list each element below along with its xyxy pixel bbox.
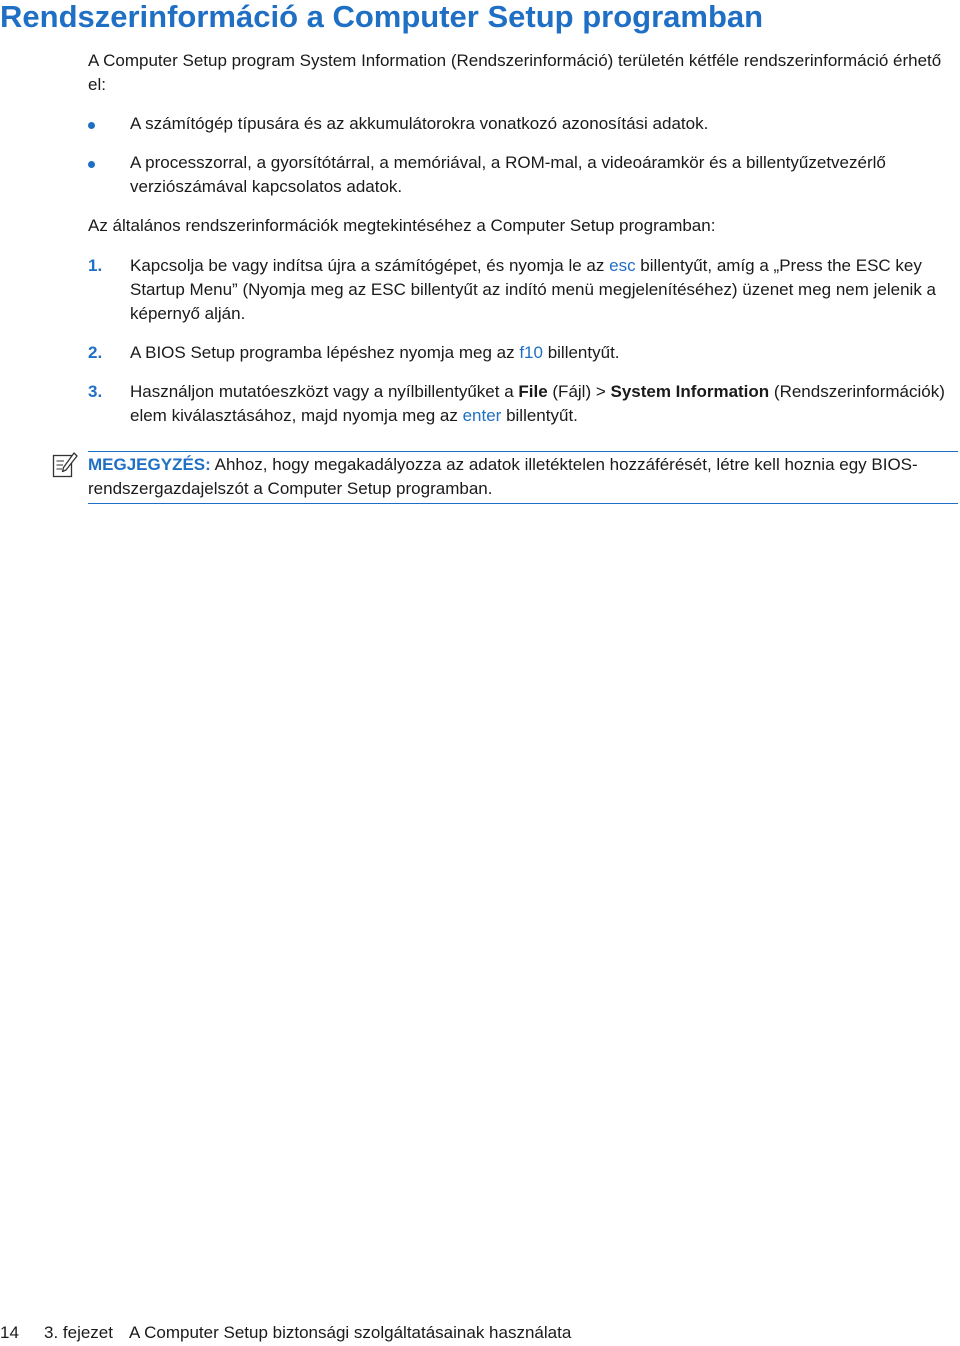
- step-item: [88, 380, 960, 428]
- info-list: [88, 112, 960, 199]
- chapter-title: A Computer Setup biztonsági szolgáltatásainak használata: [129, 1323, 572, 1342]
- steps-lead: Az általános rendszerinformációk megtekintéséhez a Computer Setup programban:: [88, 216, 716, 235]
- step-text: A BIOS Setup programba lépéshez nyomja meg az: [130, 343, 520, 362]
- list-item: [88, 112, 960, 136]
- list-item-text: A processzorral, a gyorsítótárral, a memóriával, a ROM-mal, a videoáramkör és a billentyűzetvezérlő verziószámával kapcsolatos adatok.: [130, 153, 886, 196]
- step-text: Kapcsolja be vagy indítsa újra a számítógépet, és nyomja le az: [130, 256, 610, 275]
- note-text: Ahhoz, hogy megakadályozza az adatok illetéktelen hozzáférését, létre kell hoznia egy BIOS-rendszergazdajelszót a Computer Setup programban.: [88, 455, 918, 498]
- step-item: [88, 254, 960, 326]
- page-title: Rendszerinformáció a Computer Setup programban: [0, 0, 764, 34]
- page-number: 14: [0, 1323, 19, 1342]
- key-enter: enter: [462, 406, 502, 425]
- chapter-label: 3. fejezet: [44, 1323, 113, 1342]
- note-box: [88, 451, 958, 504]
- intro-paragraph: A Computer Setup program System Information (Rendszerinformáció) területén kétféle rendszerinformáció érhető el:: [88, 51, 942, 94]
- key-f10: f10: [519, 343, 543, 362]
- steps-list: [88, 254, 960, 428]
- step-text: Használjon mutatóeszközt vagy a nyílbillentyűket a: [130, 382, 519, 401]
- note-label: MEGJEGYZÉS:: [88, 455, 211, 474]
- step-text: (Fájl) >: [547, 382, 611, 401]
- bullet-icon: [88, 122, 95, 129]
- bullet-icon: [88, 161, 95, 168]
- step-text: billentyűt.: [501, 406, 578, 425]
- step-text: billentyűt.: [542, 343, 620, 362]
- step-item: [88, 341, 960, 365]
- note-pencil-icon: [52, 452, 78, 478]
- key-esc: esc: [609, 256, 636, 275]
- step-text: billentyűt, amíg a „Press the ESC key Startup Menu” (Nyomja meg az ESC billentyűt az indító menü megjelenítéséhez) üzenet meg nem jelenik a képernyő alján.: [130, 256, 937, 323]
- list-item: [88, 151, 960, 199]
- step-number: 1.: [88, 256, 103, 275]
- list-item-text: A számítógép típusára és az akkumulátorokra vonatkozó azonosítási adatok.: [130, 114, 709, 133]
- page-footer: [0, 1322, 571, 1344]
- step-text: (Rendszerinformációk) elem kiválasztásához, majd nyomja meg az: [130, 382, 945, 425]
- main-content: [88, 49, 960, 443]
- menu-system-information: System Information: [610, 382, 770, 401]
- menu-file: File: [518, 382, 548, 401]
- step-number: 3.: [88, 382, 103, 401]
- step-number: 2.: [88, 343, 103, 362]
